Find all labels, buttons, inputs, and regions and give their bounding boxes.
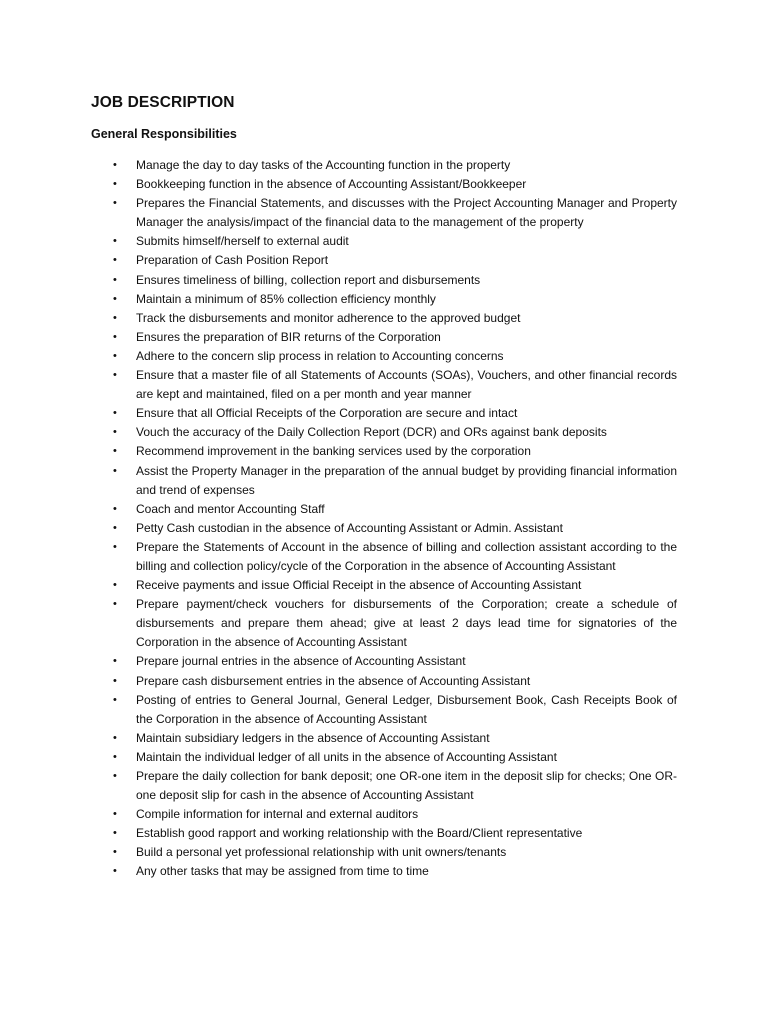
list-item-text: Maintain the individual ledger of all units in the absence of Accounting Assistant bbox=[136, 749, 557, 764]
list-item bbox=[110, 691, 677, 729]
bullet-icon: • bbox=[113, 311, 117, 324]
list-item-text: Prepare cash disbursement entries in the absence of Accounting Assistant bbox=[136, 673, 531, 688]
bullet-icon: • bbox=[113, 865, 117, 878]
list-item bbox=[110, 290, 677, 309]
bullet-icon: • bbox=[113, 750, 117, 763]
bullet-icon: • bbox=[113, 197, 117, 210]
list-item-text: Preparation of Cash Position Report bbox=[136, 253, 329, 268]
list-item-text: Prepare the daily collection for bank deposit; one OR-one item in the deposit slip for checks; One OR-one deposit slip for cash in the absence of Accounting Assistant bbox=[136, 769, 677, 803]
list-item-text: Ensures timeliness of billing, collection report and disbursements bbox=[136, 272, 481, 287]
bullet-icon: • bbox=[113, 731, 117, 744]
list-item-text: Maintain subsidiary ledgers in the absence of Accounting Assistant bbox=[136, 730, 490, 745]
list-item-text: Vouch the accuracy of the Daily Collection Report (DCR) and ORs against bank deposits bbox=[136, 425, 607, 440]
bullet-icon: • bbox=[113, 273, 117, 286]
list-item bbox=[110, 748, 677, 767]
bullet-icon: • bbox=[113, 521, 117, 534]
list-item bbox=[110, 500, 677, 519]
bullet-icon: • bbox=[113, 426, 117, 439]
bullet-icon: • bbox=[113, 674, 117, 687]
list-item bbox=[110, 843, 677, 862]
list-item bbox=[110, 442, 677, 461]
bullet-icon: • bbox=[113, 349, 117, 362]
list-item bbox=[110, 232, 677, 251]
bullet-icon: • bbox=[113, 540, 117, 553]
list-item bbox=[110, 251, 677, 270]
list-item bbox=[110, 862, 677, 881]
list-item-text: Track the disbursements and monitor adherence to the approved budget bbox=[136, 310, 521, 325]
list-item-text: Ensure that all Official Receipts of the Corporation are secure and intact bbox=[136, 406, 518, 421]
bullet-icon: • bbox=[113, 693, 117, 706]
bullet-icon: • bbox=[113, 445, 117, 458]
list-item-text: Establish good rapport and working relationship with the Board/Client representative bbox=[136, 826, 583, 841]
list-item bbox=[110, 347, 677, 366]
list-item-text: Receive payments and issue Official Receipt in the absence of Accounting Assistant bbox=[136, 578, 582, 593]
list-item-text: Ensures the preparation of BIR returns of the Corporation bbox=[136, 329, 441, 344]
list-item-text: Prepare journal entries in the absence of Accounting Assistant bbox=[136, 654, 466, 669]
list-item bbox=[110, 156, 677, 175]
list-item-text: Petty Cash custodian in the absence of Accounting Assistant or Admin. Assistant bbox=[136, 520, 563, 535]
list-item bbox=[110, 652, 677, 671]
list-item bbox=[110, 767, 677, 805]
list-item bbox=[110, 404, 677, 423]
list-item-text: Recommend improvement in the banking services used by the corporation bbox=[136, 444, 531, 459]
bullet-icon: • bbox=[113, 502, 117, 515]
responsibilities-list bbox=[110, 156, 677, 882]
list-item-text: Prepare the Statements of Account in the absence of billing and collection assistant according to the billing and collection policy/cycle of the Corporation in the absence of Accounting Assistant bbox=[136, 539, 677, 573]
bullet-icon: • bbox=[113, 254, 117, 267]
bullet-icon: • bbox=[113, 770, 117, 782]
list-item bbox=[110, 519, 677, 538]
list-item bbox=[110, 729, 677, 748]
document-title: JOB DESCRIPTION bbox=[91, 94, 235, 111]
bullet-icon: • bbox=[113, 464, 117, 477]
list-item bbox=[110, 194, 677, 232]
bullet-icon: • bbox=[113, 846, 117, 859]
list-item-text: Posting of entries to General Journal, General Ledger, Disbursement Book, Cash Receipts Book of the Corporation in the absence of Accounting Assistant bbox=[136, 692, 677, 726]
list-item bbox=[110, 309, 677, 328]
bullet-icon: • bbox=[113, 369, 117, 382]
list-item-text: Adhere to the concern slip process in relation to Accounting concerns bbox=[136, 348, 504, 363]
bullet-icon: • bbox=[113, 330, 117, 343]
bullet-icon: • bbox=[113, 292, 117, 305]
list-item-text: Prepare payment/check vouchers for disbursements of the Corporation; create a schedule of disbursements and prepare them ahead; give at least 2 days lead time for signatories of the Corporation in the absence of Accounting Assistant bbox=[136, 597, 677, 650]
list-item-text: Coach and mentor Accounting Staff bbox=[136, 501, 325, 516]
list-item bbox=[110, 824, 677, 843]
list-item-text: Compile information for internal and external auditors bbox=[136, 807, 419, 822]
bullet-icon: • bbox=[113, 579, 117, 592]
list-item bbox=[110, 538, 677, 576]
list-item-text: Manage the day to day tasks of the Accounting function in the property bbox=[136, 158, 511, 172]
section-heading: General Responsibilities bbox=[91, 127, 237, 141]
list-item-text: Bookkeeping function in the absence of Accounting Assistant/Bookkeeper bbox=[136, 177, 527, 192]
list-item-text: Prepares the Financial Statements, and discusses with the Project Accounting Manager and Property Manager the analysis/impact of the financial data to the management of the property bbox=[136, 196, 677, 230]
bullet-icon: • bbox=[113, 598, 117, 611]
list-item bbox=[110, 328, 677, 347]
list-item bbox=[110, 805, 677, 824]
bullet-icon: • bbox=[113, 407, 117, 420]
list-item bbox=[110, 576, 677, 595]
list-item-text: Ensure that a master file of all Statements of Accounts (SOAs), Vouchers, and other financial records are kept and maintained, filed on a per month and year manner bbox=[136, 368, 677, 402]
list-item-text: Submits himself/herself to external audit bbox=[136, 234, 349, 249]
list-item bbox=[110, 672, 677, 691]
list-item-text: Build a personal yet professional relationship with unit owners/tenants bbox=[136, 845, 507, 860]
bullet-icon: • bbox=[113, 178, 117, 191]
list-item-text: Maintain a minimum of 85% collection efficiency monthly bbox=[136, 291, 436, 306]
bullet-icon: • bbox=[113, 655, 117, 668]
bullet-icon: • bbox=[113, 808, 117, 821]
list-item bbox=[110, 175, 677, 194]
bullet-icon: • bbox=[113, 827, 117, 840]
bullet-icon: • bbox=[113, 159, 117, 171]
list-item bbox=[110, 271, 677, 290]
list-item-text: Assist the Property Manager in the preparation of the annual budget by providing financial information and trend of expenses bbox=[136, 463, 677, 497]
list-item-text: Any other tasks that may be assigned from time to time bbox=[136, 864, 429, 879]
list-item bbox=[110, 366, 677, 404]
list-item bbox=[110, 462, 677, 500]
bullet-icon: • bbox=[113, 235, 117, 248]
list-item bbox=[110, 595, 677, 652]
list-item bbox=[110, 423, 677, 442]
